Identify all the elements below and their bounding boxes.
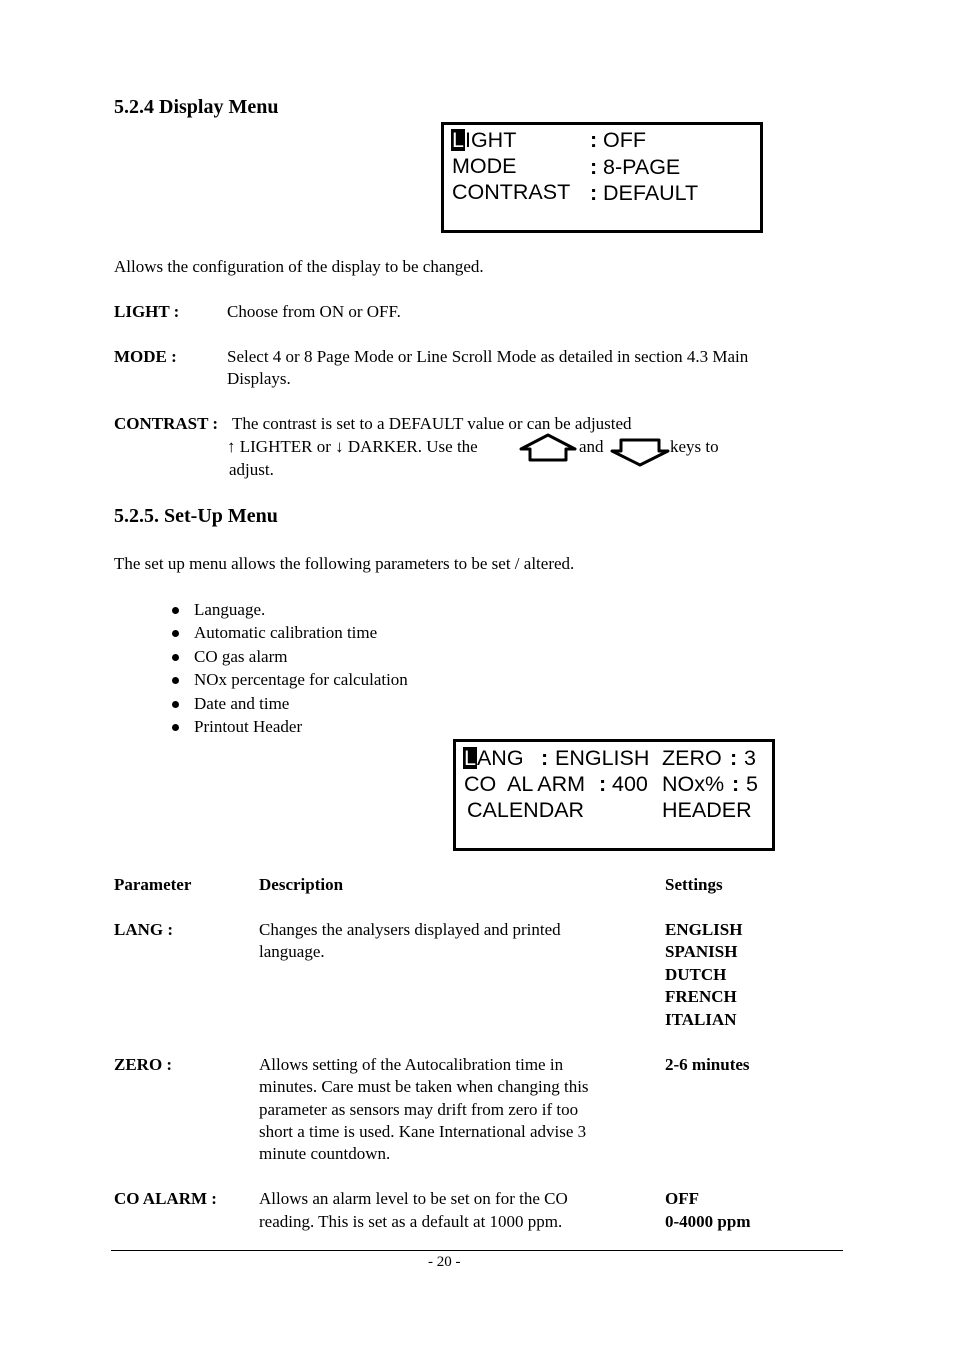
desc-mode-line2: Displays. bbox=[227, 369, 291, 388]
term-mode: MODE : bbox=[114, 347, 177, 366]
lcd-label: CONTRAST bbox=[452, 180, 571, 204]
lcd-cursor: L bbox=[464, 746, 476, 770]
lcd-value: ENGLISH bbox=[555, 746, 650, 770]
term-contrast: CONTRAST : bbox=[114, 414, 219, 433]
table-desc-line: Allows an alarm level to be set on for the CO bbox=[259, 1189, 568, 1208]
up-key-icon bbox=[519, 433, 577, 465]
table-setting: OFF bbox=[665, 1189, 699, 1208]
lcd-label: ANG bbox=[476, 746, 524, 770]
text-and: and bbox=[579, 437, 604, 456]
lcd-colon: : bbox=[590, 181, 598, 205]
desc-light: Choose from ON or OFF. bbox=[227, 302, 401, 321]
lcd-colon: : bbox=[590, 155, 598, 179]
table-desc-line: Changes the analysers displayed and printed bbox=[259, 920, 561, 939]
lcd-colon: : bbox=[590, 128, 598, 152]
text-keys-to: keys to bbox=[670, 437, 719, 456]
display-menu-lcd bbox=[441, 122, 763, 233]
lcd-label: IGHT bbox=[464, 128, 517, 152]
bullet-dot bbox=[172, 654, 179, 661]
lcd-value: 400 bbox=[612, 772, 648, 796]
lcd-label: MODE bbox=[452, 154, 517, 178]
list-item: NOx percentage for calculation bbox=[194, 670, 408, 689]
lcd-value: 8-PAGE bbox=[603, 155, 681, 179]
lcd-colon: : bbox=[732, 772, 740, 796]
bullet-dot bbox=[172, 701, 179, 708]
lcd-label: ZERO bbox=[662, 746, 722, 770]
table-desc-line: language. bbox=[259, 942, 325, 961]
lcd-label: HEADER bbox=[662, 798, 752, 822]
table-param-zero: ZERO : bbox=[114, 1055, 173, 1074]
lcd-row1-a bbox=[463, 746, 524, 770]
lcd-value: 3 bbox=[744, 746, 756, 770]
list-item: Printout Header bbox=[194, 717, 303, 736]
down-key-icon bbox=[609, 436, 671, 468]
bullet-dot bbox=[172, 724, 179, 731]
bullet-dot bbox=[172, 677, 179, 684]
desc-contrast-line1: The contrast is set to a DEFAULT value or can be adjusted bbox=[232, 414, 632, 433]
table-desc-line: minute countdown. bbox=[259, 1144, 391, 1163]
lcd-colon: : bbox=[541, 746, 549, 770]
bullet-dot bbox=[172, 607, 179, 614]
table-desc-line: minutes. Care must be taken when changing this bbox=[259, 1077, 589, 1096]
lcd-label: CO AL ARM bbox=[464, 772, 586, 796]
page-number: - 20 - bbox=[428, 1254, 461, 1270]
table-param-co-alarm: CO ALARM : bbox=[114, 1189, 217, 1208]
table-header-parameter: Parameter bbox=[114, 875, 192, 894]
section-heading-setup-menu: 5.2.5. Set-Up Menu bbox=[114, 505, 278, 527]
desc-contrast-line2 bbox=[227, 436, 478, 459]
text-lighter: LIGHTER or bbox=[239, 437, 331, 456]
table-desc-line: short a time is used. Kane International advise 3 bbox=[259, 1122, 587, 1141]
table-header-settings: Settings bbox=[665, 875, 723, 894]
text-darker: DARKER. Use the bbox=[347, 437, 478, 456]
term-light: LIGHT : bbox=[114, 302, 180, 321]
setup-menu-lcd bbox=[453, 739, 775, 851]
list-item: CO gas alarm bbox=[194, 647, 288, 666]
section-heading-display-menu: 5.2.4 Display Menu bbox=[114, 96, 279, 118]
display-intro: Allows the configuration of the display to be changed. bbox=[114, 257, 484, 276]
table-setting: 0-4000 ppm bbox=[665, 1212, 751, 1231]
desc-contrast-line3: adjust. bbox=[229, 460, 274, 479]
lcd-value: 5 bbox=[746, 772, 758, 796]
list-item: Language. bbox=[194, 600, 266, 619]
lcd-cursor: L bbox=[452, 128, 464, 152]
lcd-row-light bbox=[451, 128, 516, 152]
table-setting: DUTCH bbox=[665, 965, 727, 984]
table-setting: SPANISH bbox=[665, 942, 738, 961]
desc-mode-line1: Select 4 or 8 Page Mode or Line Scroll Mode as detailed in section 4.3 Main bbox=[227, 347, 749, 366]
list-item: Automatic calibration time bbox=[194, 623, 378, 642]
lcd-colon: : bbox=[599, 772, 607, 796]
table-setting: ITALIAN bbox=[665, 1010, 737, 1029]
lcd-value: OFF bbox=[603, 128, 646, 152]
table-setting: FRENCH bbox=[665, 987, 737, 1006]
lcd-label: CALENDAR bbox=[467, 798, 585, 822]
bullet-dot bbox=[172, 630, 179, 637]
down-arrow-icon: ↓ bbox=[335, 437, 344, 456]
table-setting: 2-6 minutes bbox=[665, 1055, 750, 1074]
setup-intro: The set up menu allows the following parameters to be set / altered. bbox=[114, 554, 575, 573]
table-desc-line: parameter as sensors may drift from zero if too bbox=[259, 1100, 579, 1119]
lcd-colon: : bbox=[730, 746, 738, 770]
table-header-description: Description bbox=[259, 875, 344, 894]
lcd-label: NOx% bbox=[662, 772, 725, 796]
table-param-lang: LANG : bbox=[114, 920, 174, 939]
up-arrow-icon: ↑ bbox=[227, 437, 236, 456]
table-desc-line: Allows setting of the Autocalibration time in bbox=[259, 1055, 564, 1074]
lcd-value: DEFAULT bbox=[603, 181, 699, 205]
list-item: Date and time bbox=[194, 694, 290, 713]
table-desc-line: reading. This is set as a default at 1000 ppm. bbox=[259, 1212, 563, 1231]
table-setting: ENGLISH bbox=[665, 920, 743, 939]
footer-divider bbox=[111, 1250, 843, 1251]
